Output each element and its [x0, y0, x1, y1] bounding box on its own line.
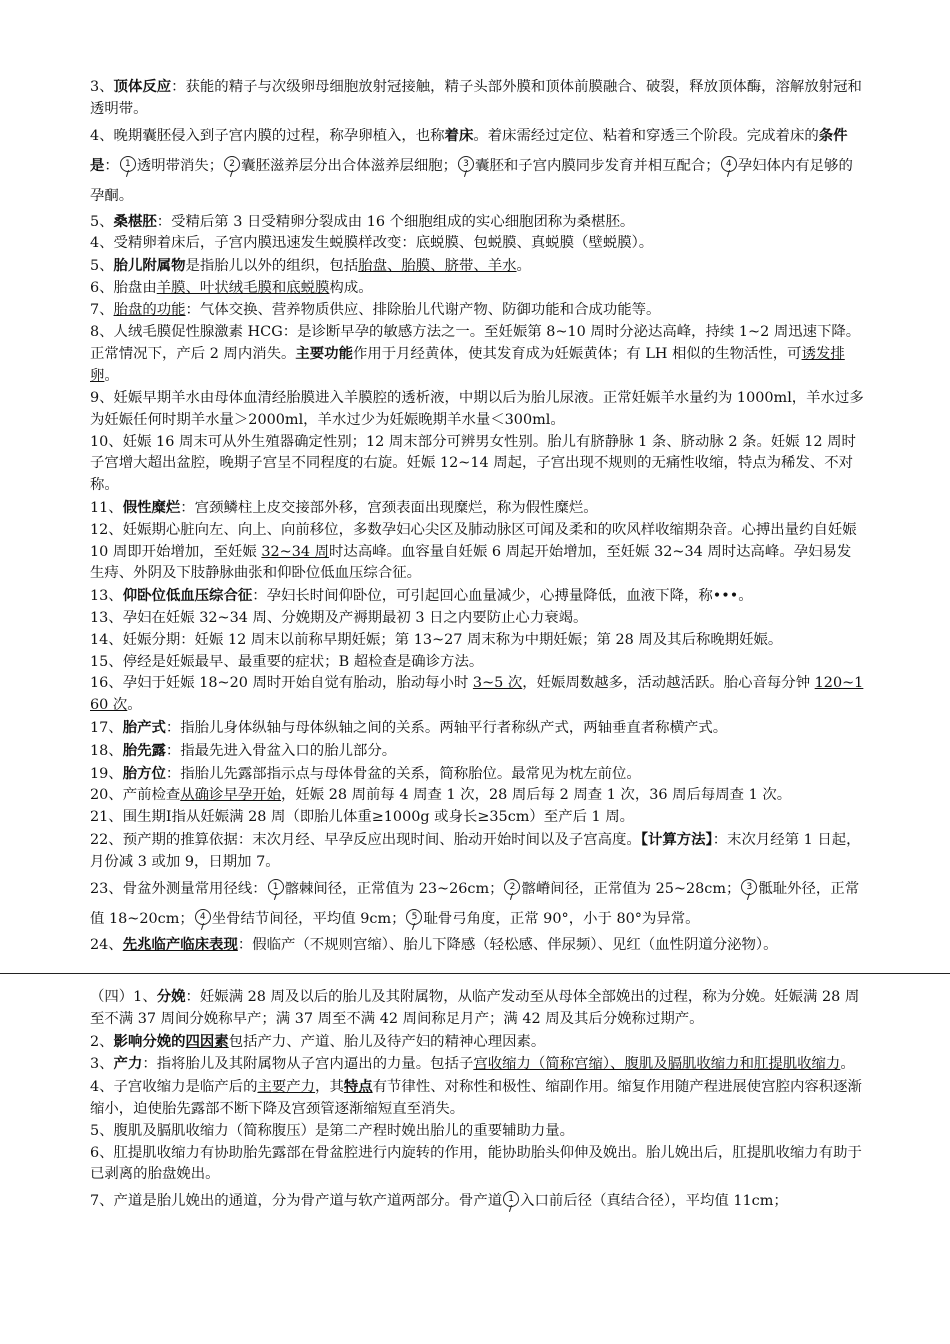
circled-number-icon: 1: [503, 1191, 519, 1207]
term-bold: 影响分娩的: [113, 1032, 186, 1050]
term-bold: 顶体反应: [113, 78, 172, 95]
paragraph-text: 。: [516, 258, 531, 275]
paragraph-text: 7、: [90, 301, 114, 318]
item-number: 24、: [90, 936, 123, 953]
paragraph-text: ：获能的精子与次级卵母细胞放射冠接触，精子头部外膜和顶体前膜融合、破裂，释放顶体酶，溶解放射冠和透明带。: [90, 79, 862, 117]
paragraph-birth-canal: [90, 1186, 865, 1216]
term-bold: 产力: [113, 1055, 143, 1073]
paragraph-text: 23、骨盆外测量常用径线：: [90, 880, 267, 897]
paragraph-text: ：指胎儿先露部指示点与母体骨盆的关系，简称胎位。最常见为枕左前位。: [165, 765, 641, 782]
item-number: 18、: [90, 742, 123, 759]
underlined-text: 胎盘、胎膜、脐带、羊水: [358, 258, 517, 275]
paragraph-amenorrhea: [90, 652, 865, 674]
paragraph-text: 4、晚期囊胚侵入到子宫内膜的过程，称孕卵植入，也称: [90, 127, 445, 144]
paragraph-fetal-appendages: [90, 255, 865, 278]
paragraph-text: 。着床需经过定位、粘着和穿透三个阶段。完成着床的: [473, 127, 819, 144]
term-bold-underlined: 四因素: [185, 1032, 229, 1050]
underlined-text: 32~34 周: [261, 543, 330, 560]
paragraph-text: 髂嵴间径，正常值为 25~28cm；: [521, 880, 741, 897]
paragraph-text: 21、围生期Ⅰ指从妊娠满 28 周（即胎儿体重≥1000g 或身长≥35cm）至产后 1 周。: [90, 809, 635, 826]
circled-number-icon: 4: [721, 156, 737, 172]
paragraph-text: 囊胚和子宫内膜同步发育并相互配合；: [475, 157, 720, 174]
paragraph-text: 2、: [90, 1033, 114, 1050]
paragraph-fetal-position: [90, 763, 865, 786]
underlined-text: 从确诊早孕开始: [180, 787, 282, 804]
paragraph-pregnancy-stages: [90, 630, 865, 652]
circled-number-icon: 5: [406, 909, 422, 925]
underlined-text: 120~160 次: [90, 675, 864, 714]
term-bold: 胎方位: [122, 764, 166, 782]
paragraph-text: 耻骨弓角度，正常 90°，小于 80°为异常。: [423, 910, 700, 927]
paragraph-text: 16、孕妇于妊娠 18~20 周时开始自觉有胎动，胎动每小时: [90, 675, 473, 692]
paragraph-text: 14、妊娠分期：妊娠 12 周末以前称早期妊娠；第 13~27 周末称为中期妊娠；第 28 周及其后称晚期妊娠。: [90, 631, 783, 648]
paragraph-text: 是指胎儿以外的组织，包括: [185, 258, 359, 275]
term-bold: 假性糜烂: [122, 498, 181, 516]
item-number: 5、: [90, 213, 114, 230]
paragraph-implantation: [90, 121, 865, 211]
term-bold: 分娩: [156, 988, 186, 1005]
paragraph-placenta-composition: [90, 278, 865, 300]
circled-number-icon: 2: [504, 879, 520, 895]
paragraph-text: 透明带消失；: [136, 157, 224, 174]
paragraph-presentation: [90, 740, 865, 763]
paragraph-text: ：指最先进入骨盆入口的胎儿部分。: [165, 742, 397, 759]
paragraph-text: 。: [104, 368, 119, 385]
paragraph-four-factors: [90, 1031, 865, 1054]
paragraph-text: ：受精后第 3 日受精卵分裂成由 16 个细胞组成的实心细胞团称为桑椹胚。: [156, 213, 635, 230]
paragraph-text: 15、停经是妊娠最早、最重要的症状；B 超检查是确诊方法。: [90, 653, 484, 670]
underlined-text: 3~5 次: [472, 675, 523, 692]
paragraph-text: （四）1、: [90, 989, 157, 1005]
paragraph-text: 时达高峰。血容量自妊娠 6 周起开始增加，至妊娠 32~34 周时达高峰。孕妇易发生痔、外阴及下肢静脉曲张和仰卧位低血压综合征。: [90, 543, 852, 582]
paragraph-text: 8、人绒毛膜促性腺激素 HCG：是诊断早孕的敏感方法之一。至妊娠第 8~10 周时分泌达高峰，持续 1~2 周迅速下降。正常情况下，产后 2 周内消失。: [90, 323, 861, 363]
paragraph-labor-force: [90, 1053, 865, 1076]
paragraph-text: ：: [104, 157, 119, 174]
paragraph-text: 6、胎盘由: [90, 279, 157, 296]
paragraph-text: 4、受精卵着床后，子宫内膜迅速发生蜕膜样改变：底蜕膜、包蜕膜、真蜕膜（壁蜕膜）。: [90, 235, 654, 252]
paragraph-cardiac-changes: [90, 520, 865, 585]
term-bold-underlined: 先兆临产临床表现: [122, 935, 238, 953]
circled-number-icon: 3: [458, 156, 474, 172]
term-bold: 主要功能: [295, 345, 353, 363]
term-bold: 桑椹胚: [113, 212, 157, 230]
paragraph-text: 囊胚滋养层分出合体滋养层细胞；: [241, 157, 458, 174]
term-bold: 条件是: [90, 126, 848, 174]
paragraph-text: 骶耻外径，正常值 18~20cm；: [90, 880, 860, 927]
item-number: 13、: [90, 588, 123, 605]
paragraph-text: 12、妊娠期心脏向左、向上、向前移位，多数孕妇心尖区及肺动脉区可闻及柔和的吹风样收缩期杂音。心搏出量约自妊娠 10 周即开始增加，至妊娠: [90, 521, 857, 560]
term-bold: 胎先露: [122, 741, 166, 759]
item-number: 17、: [90, 719, 123, 736]
paragraph-levator-ani: [90, 1143, 865, 1187]
paragraph-text: 10、妊娠 16 周末可从外生殖器确定性别；12 周末部分可辨男女性别。胎儿有脐静脉 1 条、脐动脉 2 条。妊娠 12 周时子宫增大超出盆腔，晚期子宫呈不同程度的右旋。妊娠 12~14 周起，子宫出现不规则的无痛性收缩，特点为稀发、不对称。: [90, 433, 856, 494]
paragraph-text: ：假临产（不规则宫缩）、胎儿下降感（轻松感、伴尿频）、见红（血性阴道分泌物）。: [237, 936, 778, 953]
paragraph-text: 20、产前检查: [90, 787, 181, 804]
paragraph-text: 坐骨结节间径，平均值 9cm；: [211, 910, 406, 927]
term-bold: 胎产式: [122, 718, 166, 736]
paragraph-heart-failure: [90, 608, 865, 630]
item-number: 5、: [90, 258, 114, 275]
paragraph-prenatal-checkup: [90, 785, 865, 807]
paragraph-perinatal-period: [90, 807, 865, 829]
circled-number-icon: 4: [195, 909, 211, 925]
paragraph-text: 构成。: [329, 279, 373, 296]
term-bold-underlined: 特点: [343, 1078, 373, 1096]
paragraph-pseudo-erosion: [90, 497, 865, 520]
paragraph-fetal-development: [90, 432, 865, 497]
paragraph-labor-signs: [90, 934, 865, 957]
paragraph-text: 。: [127, 697, 142, 714]
paragraph-text: ，妊娠 28 周前每 4 周查 1 次，28 周后每 2 周查 1 次，36 周后每周查 1 次。: [281, 787, 792, 804]
item-number: 3、: [90, 79, 114, 95]
circled-number-icon: 1: [268, 879, 284, 895]
paragraph-text: ：妊娠满 28 周及以后的胎儿及其附属物，从临产发动至从母体全部娩出的过程，称为分娩。妊娠满 28 周至不满 37 周间分娩称早产；满 37 周至不满 42 周间称足月产；满 42 周及其后分娩称过期产。: [90, 989, 860, 1027]
paragraph-morula: [90, 211, 865, 234]
paragraph-text: ：指将胎儿及其附属物从子宫内逼出的力量。包括子: [142, 1056, 474, 1073]
paragraph-text: ，其: [315, 1079, 344, 1096]
paragraph-text: 13、孕妇在妊娠 32~34 周、分娩期及产褥期最初 3 日之内要防止心力衰竭。: [90, 609, 588, 626]
section-divider: [0, 973, 950, 974]
paragraph-text: ：孕妇长时间仰卧位，可引起回心血量减少，心搏量降低，血液下降，称•••。: [252, 588, 753, 605]
paragraph-text: 髂棘间径，正常值为 23~26cm；: [284, 880, 504, 897]
section-delivery-notes: [90, 986, 865, 1216]
paragraph-hcg: [90, 322, 865, 388]
paragraph-pelvic-measurement: [90, 874, 865, 934]
term-bold: 着床: [444, 126, 474, 144]
paragraph-fetal-movement: [90, 673, 865, 717]
paragraph-due-date: [90, 829, 865, 874]
paragraph-decidua: [90, 233, 865, 255]
paragraph-text: ：末次月经第 1 日起，月份减 3 或加 9，日期加 7。: [90, 831, 861, 870]
paragraph-text: 7、产道是胎儿娩出的通道，分为骨产道与软产道两部分。骨产道: [90, 1193, 503, 1210]
paragraph-placenta-function: [90, 300, 865, 322]
paragraph-text: 包括产力、产道、胎儿及待产妇的精神心理因素。: [228, 1033, 546, 1050]
term-bold: 【计算方法】: [640, 830, 713, 848]
term-bold: 仰卧位低血压综合征: [122, 587, 253, 605]
circled-number-icon: 2: [224, 156, 240, 172]
paragraph-acrosome-reaction: [90, 76, 865, 121]
paragraph-text: 6、肛提肌收缩力有协助胎先露部在骨盆腔进行内旋转的作用，能协助胎头仰伸及娩出。胎儿娩出后，肛提肌收缩力有助于已剥离的胎盘娩出。: [90, 1144, 862, 1183]
paragraph-text: 孕妇体内有足够的孕酮。: [90, 157, 853, 204]
paragraph-text: ：气体交换、营养物质供应、排除胎儿代谢产物、防御功能和合成功能等。: [185, 301, 661, 318]
underlined-text: 宫收缩力（简称宫缩）、腹肌及膈肌收缩力和肛提肌收缩力: [473, 1056, 841, 1073]
paragraph-text: 4、子宫收缩力是临产后的: [90, 1079, 258, 1096]
underlined-text: 诱发排卵: [90, 346, 845, 385]
underlined-text: 胎盘的功能: [113, 301, 186, 318]
section-pregnancy-notes: [90, 76, 865, 956]
circled-number-icon: 1: [120, 156, 136, 172]
paragraph-text: 入口前后径（真结合径），平均值 11cm；: [520, 1193, 788, 1210]
paragraph-delivery-definition: [90, 986, 865, 1031]
paragraph-text: 5、腹肌及膈肌收缩力（简称腹压）是第二产程时娩出胎儿的重要辅助力量。: [90, 1122, 575, 1139]
paragraph-abdominal-pressure: [90, 1121, 865, 1143]
circled-number-icon: 3: [741, 879, 757, 895]
paragraph-text: 3、: [90, 1056, 114, 1073]
paragraph-text: 9、妊娠早期羊水由母体血清经胎膜进入羊膜腔的透析液，中期以后为胎儿尿液。正常妊娠羊水量约为 1000ml，羊水过多为妊娠任何时期羊水量＞2000ml，羊水过少为妊娠晚期羊水量＜300ml。: [90, 389, 864, 428]
paragraph-text: ：指胎儿身体纵轴与母体纵轴之间的关系。两轴平行者称纵产式，两轴垂直者称横产式。: [165, 719, 728, 736]
paragraph-text: 有节律性、对称性和极性、缩副作用。缩复作用随产程进展使宫腔内容积逐渐缩小，迫使胎先露部不断下降及宫颈管逐渐缩短直至消失。: [90, 1079, 862, 1117]
paragraph-text: 22、预产期的推算依据：末次月经、早孕反应出现时间、胎动开始时间以及子宫高度。: [90, 831, 641, 848]
term-bold: 胎儿附属物: [113, 257, 186, 275]
paragraph-fetal-lie: [90, 717, 865, 740]
underlined-text: 主要产力: [257, 1079, 316, 1096]
item-number: 11、: [90, 499, 123, 516]
paragraph-uterine-contraction: [90, 1076, 865, 1121]
item-number: 19、: [90, 765, 123, 782]
paragraph-text: ：宫颈鳞柱上皮交接部外移，宫颈表面出现糜烂，称为假性糜烂。: [180, 499, 598, 516]
paragraph-amniotic-fluid: [90, 388, 865, 432]
paragraph-text: ，妊娠周数越多，活动越活跃。胎心音每分钟: [522, 675, 815, 692]
paragraph-supine-hypotension: [90, 585, 865, 608]
paragraph-text: 作用于月经黄体，使其发育成为妊娠黄体；有 LH 相似的生物活性，可: [352, 346, 802, 363]
paragraph-text: 。: [840, 1056, 855, 1073]
underlined-text: 羊膜、叶状绒毛膜和底蜕膜: [156, 279, 330, 296]
